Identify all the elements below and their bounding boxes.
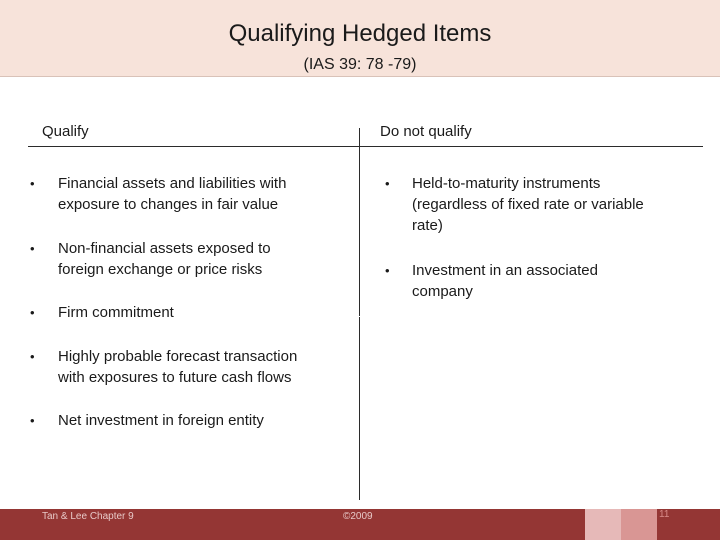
footer-source: Tan & Lee Chapter 9 <box>42 511 134 522</box>
qualify-item-text: Net investment in foreign entity <box>58 412 264 429</box>
slide-footer <box>0 509 720 540</box>
column-divider-upper <box>359 128 360 316</box>
qualify-column-header: Qualify <box>42 123 89 140</box>
footer-copyright: ©2009 <box>343 511 373 522</box>
not-qualify-item-text: Investment in an associated company <box>412 262 598 300</box>
header-divider <box>28 146 703 147</box>
bullet-icon: • <box>30 349 35 364</box>
page-number: 11 <box>659 509 670 520</box>
column-divider-lower <box>359 317 360 500</box>
qualify-item-text: Firm commitment <box>58 304 174 321</box>
qualify-item-text: Non-financial assets exposed to foreign exchange or price risks <box>58 240 271 278</box>
footer-accent-light <box>585 509 621 540</box>
not-qualify-item-text: Held-to-maturity instruments (regardless of fixed rate or variable rate) <box>412 175 644 234</box>
bullet-icon: • <box>30 176 35 191</box>
not-qualify-column-header: Do not qualify <box>380 123 472 140</box>
slide-title: Qualifying Hedged Items <box>228 20 492 47</box>
qualify-item-text: Financial assets and liabilities with exposure to changes in fair value <box>58 175 287 213</box>
footer-accent-mid <box>621 509 657 540</box>
bullet-icon: • <box>385 263 390 278</box>
bullet-icon: • <box>30 305 35 320</box>
qualify-item-text: Highly probable forecast transaction with exposures to future cash flows <box>58 348 298 386</box>
bullet-icon: • <box>30 413 35 428</box>
bullet-icon: • <box>30 241 35 256</box>
slide-subtitle: (IAS 39: 78 -79) <box>303 56 417 73</box>
bullet-icon: • <box>385 176 390 191</box>
